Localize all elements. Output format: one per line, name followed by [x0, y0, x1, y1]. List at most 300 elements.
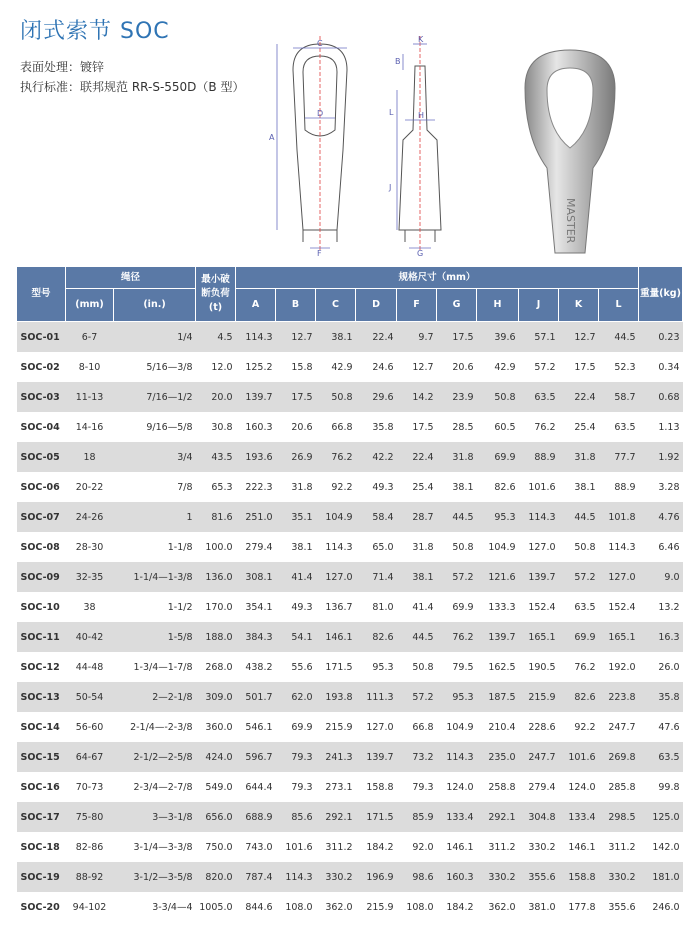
table-cell: 269.8: [599, 742, 639, 772]
table-cell: 743.0: [245, 841, 273, 853]
table-row: [17, 802, 683, 832]
table-cell: 3/4: [114, 442, 196, 472]
table-cell: 1-1/2: [167, 601, 193, 613]
table-cell: 60.5: [494, 421, 516, 433]
header-dim-b: B: [276, 289, 316, 322]
table-cell: 20.6: [291, 421, 313, 433]
table-cell: 95.3: [437, 682, 477, 712]
model-cell: SOC-12: [20, 661, 60, 673]
header-weight: 重量(kg): [639, 267, 683, 322]
model-cell: SOC-18: [20, 841, 60, 853]
table-cell: 11-13: [66, 382, 114, 412]
table-cell: 4.76: [639, 502, 683, 532]
table-cell: 0.34: [658, 361, 680, 373]
table-cell: 190.5: [528, 661, 556, 673]
table-cell: 25.4: [574, 421, 596, 433]
table-cell: 304.8: [519, 802, 559, 832]
table-cell: 162.5: [488, 661, 516, 673]
table-cell: 158.8: [559, 862, 599, 892]
table-cell: 50.8: [452, 541, 474, 553]
table-cell: 99.8: [658, 781, 680, 793]
table-cell: 330.2: [528, 841, 556, 853]
dim-label: G: [417, 249, 424, 258]
model-cell: SOC-10: [20, 601, 60, 613]
table-cell: 9.7: [397, 322, 437, 353]
table-cell: 22.4: [397, 442, 437, 472]
table-cell: 311.2: [325, 841, 353, 853]
table-cell: 133.4: [559, 802, 599, 832]
table-cell: 13.2: [658, 601, 680, 613]
model-cell: SOC-08: [20, 541, 60, 553]
table-cell: 210.4: [488, 721, 516, 733]
table-cell: 9/16—5/8: [146, 421, 193, 433]
table-cell: 64-67: [66, 742, 114, 772]
product-photo: [515, 48, 625, 258]
table-row: [17, 532, 683, 562]
table-cell: 0.68: [639, 382, 683, 412]
table-cell: 4.5: [196, 322, 236, 353]
table-cell: 308.1: [236, 562, 276, 592]
table-cell: 57.2: [437, 562, 477, 592]
technical-drawing: [265, 30, 480, 260]
dim-label: J: [389, 183, 392, 192]
table-cell: 66.8: [331, 421, 353, 433]
table-row: [17, 772, 683, 802]
table-cell: 66.8: [412, 721, 434, 733]
table-cell: 192.0: [608, 661, 636, 673]
table-cell: 114.3: [276, 862, 316, 892]
table-cell: 57.2: [534, 361, 556, 373]
header-mm: (mm): [66, 289, 114, 322]
table-cell: 215.9: [519, 682, 559, 712]
table-cell: 69.9: [291, 721, 313, 733]
table-cell: 15.8: [291, 361, 313, 373]
table-cell: 152.4: [608, 601, 636, 613]
table-cell: 69.9: [559, 622, 599, 652]
table-cell: 82.6: [356, 622, 397, 652]
table-cell: 223.8: [599, 682, 639, 712]
header-dim-l: L: [599, 289, 639, 322]
table-cell: 69.9: [452, 601, 474, 613]
table-row: [17, 322, 683, 353]
table-row: [17, 652, 683, 682]
table-cell: 44.5: [397, 622, 437, 652]
table-cell: 114.3: [437, 742, 477, 772]
table-cell: 3-1/4—3-3/8: [133, 841, 193, 853]
table-cell: 2—2-1/8: [114, 682, 196, 712]
model-cell: SOC-11: [17, 622, 66, 652]
table-cell: 22.4: [356, 322, 397, 353]
table-cell: 20.6: [452, 361, 474, 373]
table-cell: 23.9: [437, 382, 477, 412]
table-cell: 17.5: [437, 322, 477, 353]
table-cell: 750.0: [205, 841, 233, 853]
table-cell: 311.2: [608, 841, 636, 853]
table-cell: 1-1/4—1-3/8: [114, 562, 196, 592]
table-cell: 251.0: [236, 502, 276, 532]
header-rope-dia: 绳径: [66, 267, 196, 289]
table-cell: 50.8: [412, 661, 434, 673]
table-cell: 108.0: [285, 901, 313, 913]
table-cell: 58.7: [599, 382, 639, 412]
table-cell: 362.0: [488, 901, 516, 913]
table-cell: 63.5: [614, 421, 636, 433]
header-in: (in.): [114, 289, 196, 322]
table-cell: 7/8: [177, 481, 193, 493]
table-cell: 104.9: [316, 502, 356, 532]
table-cell: 12.7: [412, 361, 434, 373]
table-cell: 121.6: [477, 562, 519, 592]
table-cell: 2-1/4—-2-3/8: [130, 721, 193, 733]
table-cell: 57.2: [559, 562, 599, 592]
table-cell: 125.0: [639, 802, 683, 832]
table-cell: 95.3: [372, 661, 394, 673]
table-cell: 26.0: [658, 661, 680, 673]
table-cell: 279.4: [245, 541, 273, 553]
table-cell: 125.2: [245, 361, 273, 373]
table-cell: 193.8: [316, 682, 356, 712]
table-cell: 215.9: [366, 901, 394, 913]
photo-embossed-text: MASTER: [564, 198, 577, 244]
model-cell: SOC-15: [17, 742, 66, 772]
table-cell: 42.9: [494, 361, 516, 373]
dim-label: L: [389, 108, 394, 117]
table-cell: 49.3: [291, 601, 313, 613]
table-cell: 32-35: [66, 562, 114, 592]
table-cell: 22.4: [559, 382, 599, 412]
table-cell: 247.7: [608, 721, 636, 733]
table-cell: 170.0: [205, 601, 233, 613]
table-cell: 292.1: [316, 802, 356, 832]
table-row: [17, 832, 683, 862]
model-cell: SOC-09: [17, 562, 66, 592]
table-row: [17, 682, 683, 712]
table-cell: 0.23: [639, 322, 683, 353]
table-cell: 146.1: [316, 622, 356, 652]
table-cell: 50.8: [316, 382, 356, 412]
table-row: [17, 412, 683, 442]
table-cell: 28.7: [397, 502, 437, 532]
dim-label: H: [418, 111, 425, 120]
table-cell: 81.6: [196, 502, 236, 532]
table-cell: 171.5: [356, 802, 397, 832]
table-cell: 101.6: [285, 841, 313, 853]
table-cell: 171.5: [325, 661, 353, 673]
table-cell: 41.4: [276, 562, 316, 592]
table-cell: 29.6: [356, 382, 397, 412]
table-cell: 39.6: [477, 322, 519, 353]
table-cell: 1.13: [658, 421, 680, 433]
table-cell: 70-73: [75, 781, 104, 793]
table-cell: 114.3: [519, 502, 559, 532]
table-cell: 1-1/8: [167, 541, 193, 553]
table-cell: 114.3: [236, 322, 276, 353]
table-cell: 160.3: [245, 421, 273, 433]
table-cell: 28.5: [452, 421, 474, 433]
model-cell: SOC-19: [17, 862, 66, 892]
table-cell: 127.0: [599, 562, 639, 592]
table-cell: 76.2: [534, 421, 556, 433]
table-cell: 38.1: [291, 541, 313, 553]
table-cell: 111.3: [356, 682, 397, 712]
table-cell: 58.4: [356, 502, 397, 532]
table-cell: 844.6: [245, 901, 273, 913]
table-cell: 65.3: [211, 481, 233, 493]
table-cell: 92.0: [412, 841, 434, 853]
table-cell: 1-3/4—1-7/8: [133, 661, 193, 673]
table-cell: 424.0: [196, 742, 236, 772]
table-cell: 5/16—3/8: [146, 361, 193, 373]
model-cell: SOC-20: [20, 901, 60, 913]
table-row: [17, 592, 683, 622]
table-cell: 298.5: [599, 802, 639, 832]
header-min-break: 最小破断负荷(t): [196, 267, 236, 322]
table-cell: 79.3: [291, 781, 313, 793]
table-cell: 139.7: [356, 742, 397, 772]
table-cell: 65.0: [372, 541, 394, 553]
table-cell: 2-1/2—2-5/8: [114, 742, 196, 772]
header-dim-d: D: [356, 289, 397, 322]
table-cell: 139.7: [477, 622, 519, 652]
table-cell: 165.1: [519, 622, 559, 652]
table-cell: 50.8: [574, 541, 596, 553]
table-cell: 44.5: [437, 502, 477, 532]
table-cell: 136.7: [325, 601, 353, 613]
table-cell: 77.7: [599, 442, 639, 472]
table-cell: 330.2: [316, 862, 356, 892]
model-cell: SOC-05: [17, 442, 66, 472]
dim-label: A: [269, 133, 275, 142]
table-cell: 292.1: [477, 802, 519, 832]
standard-text: 执行标准：联邦规范 RR-S-550D（B 型）: [20, 80, 245, 94]
table-cell: 38.1: [574, 481, 596, 493]
table-cell: 146.1: [568, 841, 596, 853]
table-cell: 165.1: [599, 622, 639, 652]
table-cell: 12.7: [276, 322, 316, 353]
table-cell: 76.2: [316, 442, 356, 472]
table-row: [17, 472, 683, 502]
page-title: 闭式索节 SOC: [20, 19, 170, 44]
table-cell: 63.5: [574, 601, 596, 613]
table-cell: 52.3: [614, 361, 636, 373]
table-cell: 152.4: [528, 601, 556, 613]
table-cell: 104.9: [446, 721, 474, 733]
table-cell: 8-10: [78, 361, 101, 373]
table-cell: 285.8: [608, 781, 636, 793]
table-cell: 44-48: [75, 661, 104, 673]
header-dim-h: H: [477, 289, 519, 322]
spec-table: [16, 266, 683, 922]
table-cell: 47.6: [658, 721, 680, 733]
table-cell: 247.7: [519, 742, 559, 772]
table-cell: 228.6: [528, 721, 556, 733]
model-cell: SOC-13: [17, 682, 66, 712]
table-cell: 76.2: [574, 661, 596, 673]
table-row: [17, 502, 683, 532]
table-cell: 139.7: [236, 382, 276, 412]
table-cell: 35.8: [639, 682, 683, 712]
table-cell: 133.3: [488, 601, 516, 613]
table-cell: 124.0: [568, 781, 596, 793]
table-cell: 104.9: [488, 541, 516, 553]
dim-label: D: [317, 109, 324, 118]
table-cell: 17.5: [412, 421, 434, 433]
table-row: [17, 352, 683, 382]
header-dim-c: C: [316, 289, 356, 322]
table-cell: 50.8: [477, 382, 519, 412]
table-cell: 381.0: [528, 901, 556, 913]
table-cell: 127.0: [528, 541, 556, 553]
dim-label: C: [317, 39, 323, 48]
table-cell: 92.2: [574, 721, 596, 733]
table-cell: 24.6: [372, 361, 394, 373]
table-cell: 188.0: [196, 622, 236, 652]
table-cell: 55.6: [291, 661, 313, 673]
table-cell: 14-16: [75, 421, 104, 433]
table-row: [17, 892, 683, 922]
table-cell: 92.2: [331, 481, 353, 493]
table-cell: 63.5: [519, 382, 559, 412]
table-row: [17, 862, 683, 892]
table-cell: 9.0: [639, 562, 683, 592]
table-cell: 16.3: [639, 622, 683, 652]
table-cell: 14.2: [397, 382, 437, 412]
table-cell: 268.0: [205, 661, 233, 673]
table-cell: 360.0: [205, 721, 233, 733]
table-cell: 6-7: [66, 322, 114, 353]
dim-label: B: [395, 57, 401, 66]
table-cell: 76.2: [437, 622, 477, 652]
table-cell: 7/16—1/2: [114, 382, 196, 412]
table-cell: 3.28: [658, 481, 680, 493]
table-cell: 187.5: [477, 682, 519, 712]
table-cell: 158.8: [366, 781, 394, 793]
table-cell: 38: [83, 601, 96, 613]
table-cell: 1/4: [114, 322, 196, 353]
table-cell: 57.2: [397, 682, 437, 712]
table-cell: 246.0: [652, 901, 680, 913]
table-cell: 142.0: [652, 841, 680, 853]
table-cell: 43.5: [196, 442, 236, 472]
table-cell: 42.2: [356, 442, 397, 472]
table-cell: 42.9: [331, 361, 353, 373]
table-cell: 6.46: [658, 541, 680, 553]
table-cell: 330.2: [477, 862, 519, 892]
table-cell: 3—3-1/8: [114, 802, 196, 832]
model-cell: SOC-02: [20, 361, 60, 373]
model-cell: SOC-06: [20, 481, 60, 493]
table-cell: 82.6: [494, 481, 516, 493]
table-cell: 354.1: [245, 601, 273, 613]
table-cell: 12.7: [559, 322, 599, 353]
table-cell: 438.2: [245, 661, 273, 673]
table-cell: 3-3/4—4: [152, 901, 193, 913]
table-cell: 1-5/8: [114, 622, 196, 652]
table-cell: 139.7: [519, 562, 559, 592]
table-body: [17, 322, 683, 923]
table-cell: 75-80: [66, 802, 114, 832]
table-cell: 114.3: [608, 541, 636, 553]
dim-label: F: [317, 249, 322, 258]
table-cell: 63.5: [639, 742, 683, 772]
table-cell: 215.9: [325, 721, 353, 733]
table-cell: 258.8: [488, 781, 516, 793]
table-cell: 101.8: [599, 502, 639, 532]
table-cell: 330.2: [599, 862, 639, 892]
header-dim-j: J: [519, 289, 559, 322]
table-cell: 1: [114, 502, 196, 532]
header-spec-dims: 规格尺寸（mm）: [236, 267, 639, 289]
table-row: [17, 712, 683, 742]
model-cell: SOC-07: [17, 502, 66, 532]
table-cell: 88.9: [614, 481, 636, 493]
table-cell: 57.1: [519, 322, 559, 353]
table-cell: 787.4: [236, 862, 276, 892]
table-cell: 17.5: [574, 361, 596, 373]
table-cell: 501.7: [236, 682, 276, 712]
table-cell: 41.4: [412, 601, 434, 613]
header-model: 型号: [17, 267, 66, 322]
table-cell: 644.4: [245, 781, 273, 793]
table-cell: 2-3/4—2-7/8: [133, 781, 193, 793]
table-cell: 177.8: [568, 901, 596, 913]
table-cell: 133.4: [437, 802, 477, 832]
table-cell: 101.6: [559, 742, 599, 772]
table-cell: 54.1: [276, 622, 316, 652]
table-cell: 355.6: [608, 901, 636, 913]
table-cell: 1.92: [639, 442, 683, 472]
table-cell: 31.8: [291, 481, 313, 493]
table-cell: 38.1: [452, 481, 474, 493]
model-cell: SOC-04: [20, 421, 60, 433]
table-cell: 146.1: [446, 841, 474, 853]
table-cell: 35.8: [372, 421, 394, 433]
table-row: [17, 742, 683, 772]
table-cell: 88.9: [519, 442, 559, 472]
header-dim-a: A: [236, 289, 276, 322]
table-cell: 73.2: [397, 742, 437, 772]
table-cell: 31.8: [437, 442, 477, 472]
table-cell: 101.6: [528, 481, 556, 493]
table-cell: 81.0: [372, 601, 394, 613]
model-cell: SOC-14: [20, 721, 60, 733]
table-cell: 241.3: [316, 742, 356, 772]
table-cell: 184.2: [446, 901, 474, 913]
table-cell: 28-30: [75, 541, 104, 553]
table-cell: 136.0: [196, 562, 236, 592]
table-cell: 31.8: [559, 442, 599, 472]
model-cell: SOC-01: [17, 322, 66, 353]
table-cell: 44.5: [599, 322, 639, 353]
table-cell: 79.3: [412, 781, 434, 793]
table-cell: 24-26: [66, 502, 114, 532]
table-cell: 62.0: [276, 682, 316, 712]
table-cell: 311.2: [488, 841, 516, 853]
table-cell: 31.8: [412, 541, 434, 553]
table-cell: 88-92: [66, 862, 114, 892]
table-cell: 355.6: [519, 862, 559, 892]
table-cell: 656.0: [196, 802, 236, 832]
table-cell: 79.5: [452, 661, 474, 673]
model-cell: SOC-17: [17, 802, 66, 832]
table-cell: 549.0: [205, 781, 233, 793]
table-cell: 26.9: [276, 442, 316, 472]
table-cell: 82.6: [559, 682, 599, 712]
table-cell: 124.0: [446, 781, 474, 793]
table-row: [17, 562, 683, 592]
table-cell: 235.0: [477, 742, 519, 772]
table-cell: 82-86: [75, 841, 104, 853]
